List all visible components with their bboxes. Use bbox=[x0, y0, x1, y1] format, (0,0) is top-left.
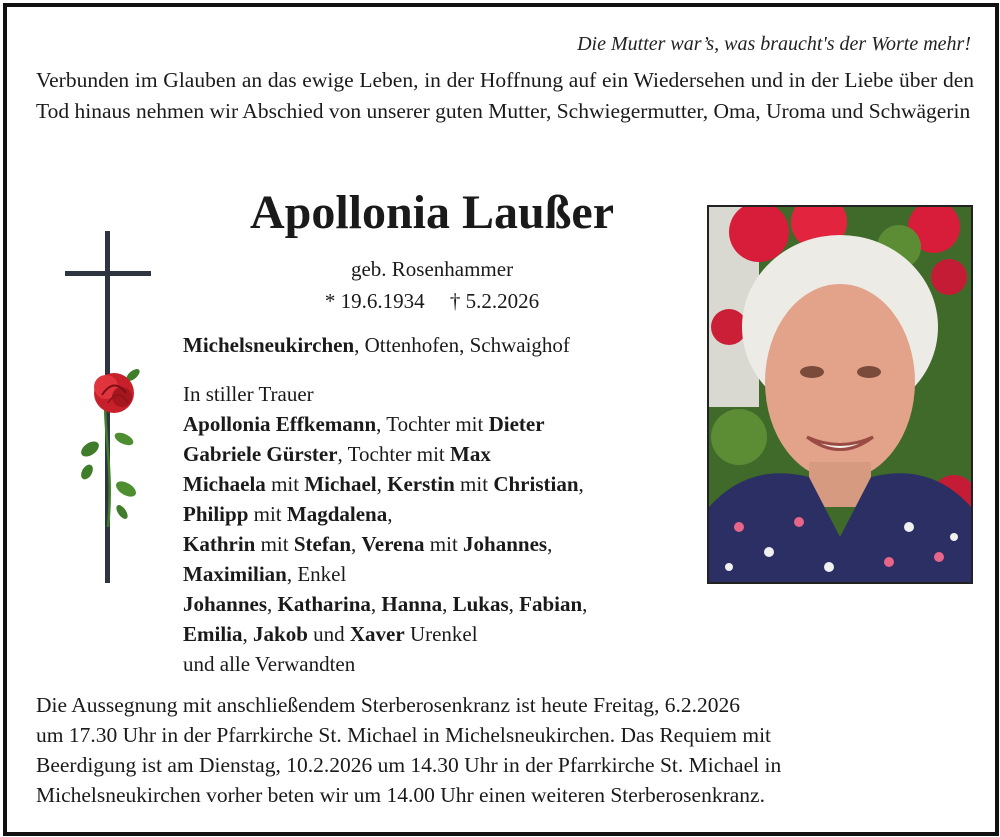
places bbox=[183, 333, 570, 358]
portrait-image bbox=[709, 207, 971, 582]
mourner-line bbox=[183, 589, 703, 619]
mourner-text: mit bbox=[265, 472, 305, 496]
mourner-name: Fabian bbox=[519, 592, 583, 616]
mourner-text: mit bbox=[248, 502, 287, 526]
death-date: † 5.2.2026 bbox=[449, 289, 540, 313]
mourner-name: Dieter bbox=[488, 412, 545, 436]
mourner-line bbox=[183, 439, 703, 469]
mourner-name: Emilia bbox=[183, 622, 243, 646]
mourner-text: , bbox=[267, 592, 278, 616]
mourner-text: mit bbox=[255, 532, 294, 556]
mourner-line bbox=[183, 499, 703, 529]
mourner-text: , Tochter mit bbox=[337, 442, 451, 466]
mourner-name: Apollonia Effkemann bbox=[183, 412, 377, 436]
mourner-text: , bbox=[376, 472, 388, 496]
mourner-line bbox=[183, 469, 703, 499]
deceased-name: Apollonia Laußer bbox=[249, 186, 615, 239]
mourner-line bbox=[183, 619, 703, 649]
portrait-photo bbox=[707, 205, 973, 584]
motto: Die Mutter war’s, was braucht's der Worte mehr! bbox=[577, 33, 971, 55]
mourner-name: Max bbox=[450, 442, 491, 466]
birth-date: * 19.6.1934 bbox=[324, 289, 425, 313]
mourner-lines bbox=[183, 409, 703, 679]
mourner-text: , bbox=[508, 592, 520, 616]
mourner-name: Kathrin bbox=[183, 532, 256, 556]
mourner-text: , bbox=[351, 532, 362, 556]
mourner-text: , bbox=[242, 622, 254, 646]
mourner-name: Hanna bbox=[381, 592, 443, 616]
mourner-text: , bbox=[578, 472, 584, 496]
mourner-line bbox=[183, 559, 703, 589]
mourner-name: Kerstin bbox=[387, 472, 455, 496]
mourner-name: Michaela bbox=[183, 472, 266, 496]
service-notice bbox=[36, 690, 936, 810]
mourner-text: mit bbox=[424, 532, 464, 556]
mourner-name: Verena bbox=[361, 532, 425, 556]
mourner-line bbox=[183, 409, 703, 439]
mourner-text: und alle Verwandten bbox=[183, 652, 356, 676]
mourner-name: Maximilian bbox=[183, 562, 287, 586]
mourner-text: Urenkel bbox=[404, 622, 478, 646]
mourner-name: Michael bbox=[304, 472, 377, 496]
place-main: Michelsneukirchen bbox=[183, 333, 355, 357]
mourner-text: , bbox=[582, 592, 588, 616]
mourner-name: Jakob bbox=[253, 622, 308, 646]
mourner-name: Lukas bbox=[452, 592, 509, 616]
cross-with-rose-icon bbox=[62, 227, 162, 587]
notice-line: um 17.30 Uhr in der Pfarrkirche St. Michael in Michelsneukirchen. Das Requiem mit bbox=[36, 723, 772, 747]
mourner-name: Johannes bbox=[183, 592, 268, 616]
mourner-text: , bbox=[370, 592, 382, 616]
mourner-text: , bbox=[547, 532, 553, 556]
mourner-text: , Tochter mit bbox=[376, 412, 489, 436]
life-dates bbox=[257, 289, 607, 314]
birth-name: geb. Rosenhammer bbox=[350, 257, 514, 281]
obituary-card bbox=[3, 3, 999, 836]
mourner-name: Stefan bbox=[293, 532, 352, 556]
mourner-name: Christian bbox=[493, 472, 579, 496]
place-rest: , Ottenhofen, Schwaighof bbox=[354, 333, 570, 357]
mourner-line bbox=[183, 529, 703, 559]
mourner-name: Xaver bbox=[349, 622, 405, 646]
mourner-name: Johannes bbox=[463, 532, 548, 556]
mourners bbox=[183, 379, 703, 679]
mourner-name: Philipp bbox=[183, 502, 249, 526]
notice-line: Die Aussegnung mit anschließendem Sterberosenkranz ist heute Freitag, 6.2.2026 bbox=[36, 693, 740, 717]
intro-text: Verbunden im Glauben an das ewige Leben, in der Hoffnung auf ein Wiedersehen und in der Liebe über den Tod hinaus nehmen wir Abschied von unserer guten Mutter, Schwiegermutter, Oma, Uroma und Schwägerin bbox=[36, 68, 974, 123]
mourner-text: , bbox=[387, 502, 393, 526]
notice-line: Michelsneukirchen vorher beten wir um 14.00 Uhr einen weiteren Sterberosenkranz. bbox=[36, 783, 765, 807]
mourner-text: , bbox=[442, 592, 453, 616]
mourners-heading: In stiller Trauer bbox=[183, 382, 314, 406]
mourner-text: , Enkel bbox=[286, 562, 347, 586]
mourner-text: mit bbox=[454, 472, 494, 496]
mourner-name: Magdalena bbox=[286, 502, 388, 526]
mourner-name: Gabriele Gürster bbox=[183, 442, 338, 466]
mourner-line bbox=[183, 649, 703, 679]
notice-line: Beerdigung ist am Dienstag, 10.2.2026 um 14.30 Uhr in der Pfarrkirche St. Michael in bbox=[36, 753, 782, 777]
mourner-text: und bbox=[307, 622, 350, 646]
mourner-name: Katharina bbox=[277, 592, 371, 616]
